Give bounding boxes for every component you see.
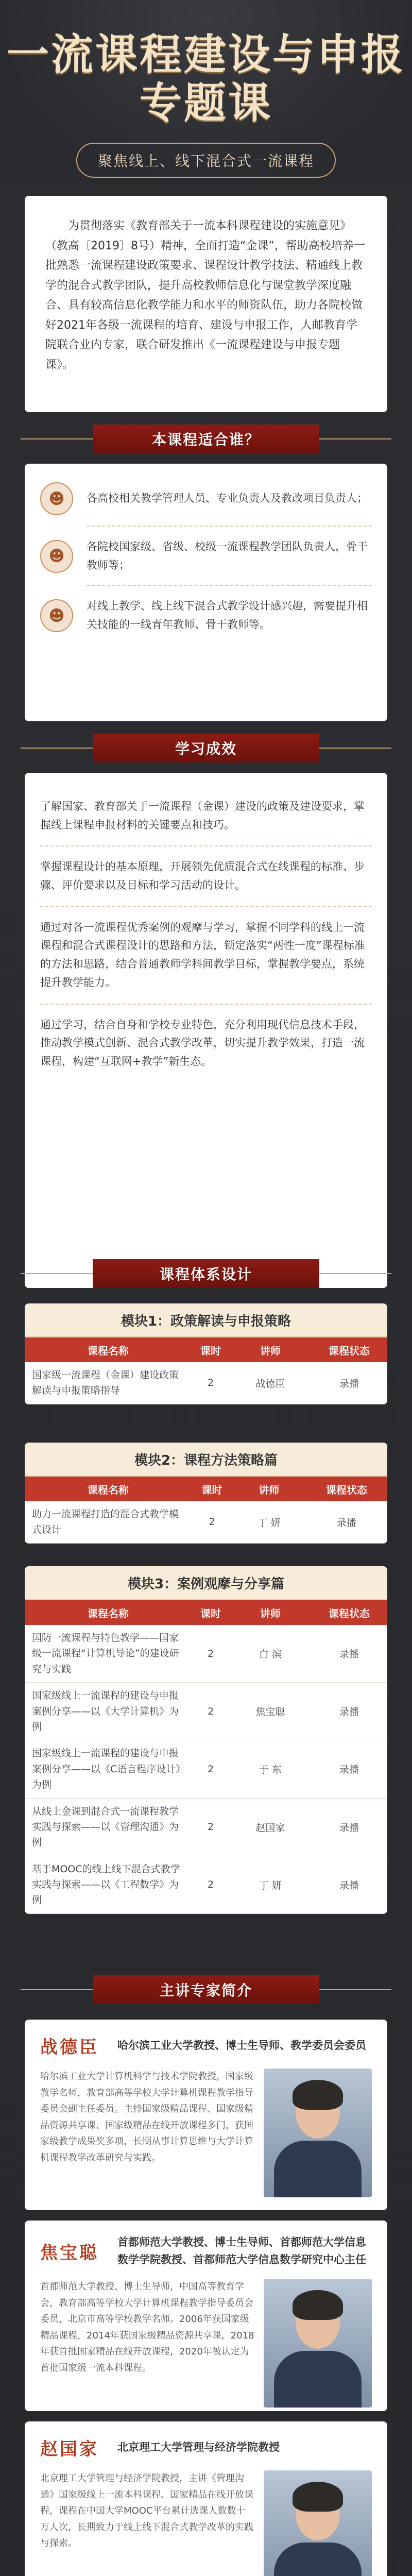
course-hours: 2 [192, 1501, 232, 1543]
section-header-system [0, 1257, 412, 1290]
audience-item [40, 538, 372, 574]
course-teacher: 于 东 [230, 1740, 311, 1798]
page-title [0, 31, 412, 128]
module-card-3 [25, 1566, 387, 1914]
expert-photo [264, 2069, 372, 2197]
expert-title: 北京理工大学管理与经济学院教授 [117, 2441, 280, 2453]
table-row [25, 1740, 387, 1798]
expert-header [40, 2435, 372, 2460]
divider [21, 1989, 93, 1990]
course-teacher: 丁 妍 [230, 1856, 311, 1913]
course-name: 助力一流课程打造的混合式教学模式设计 [25, 1501, 192, 1543]
audience-item [40, 482, 372, 515]
section-header-audience [0, 422, 412, 455]
divider [21, 748, 93, 749]
expert-body [40, 2470, 372, 2576]
section-title: 课程体系设计 [93, 1259, 319, 1288]
expert-header [40, 2234, 372, 2268]
expert-header [40, 2033, 372, 2058]
section-header-outcomes [0, 732, 412, 765]
col-teacher: 讲师 [230, 1600, 311, 1625]
col-teacher: 讲师 [232, 1477, 306, 1501]
divider [87, 526, 372, 527]
divider [21, 1273, 93, 1274]
table-row [25, 1683, 387, 1740]
module-table [25, 1337, 387, 1404]
course-hours: 2 [192, 1798, 230, 1856]
expert-photo [264, 2279, 372, 2408]
hero-banner [0, 0, 412, 185]
course-teacher: 丁 妍 [232, 1501, 306, 1543]
expert-desc: 哈尔滨工业大学计算机科学与技术学院教授，国家级教学名师，教育部高等学校大学计算机课程教学指导委员会副主任委员。主持国家级精品课程、国家级精品资源共享课、国家级精品在线开放课程多门，获国家级教学成果奖多项，长期从事计算思维与大学计算机课程教学改革研究与实践。 [40, 2071, 253, 2163]
expert-card [25, 2221, 387, 2411]
course-teacher: 焦宝聪 [230, 1683, 311, 1740]
course-name: 国防一流课程与特色教学——国家级一流课程“计算机导论”的建设研究与实践 [25, 1625, 192, 1683]
course-name: 国家级线上一流课程的建设与申报案例分享——以《大学计算机》为例 [25, 1683, 192, 1740]
col-status: 课程状态 [306, 1477, 387, 1501]
divider [319, 438, 391, 439]
col-name: 课程名称 [25, 1337, 192, 1362]
col-status: 课程状态 [311, 1600, 387, 1625]
table-row [25, 1798, 387, 1856]
course-status: 录播 [311, 1362, 387, 1404]
expert-name: 赵国家 [40, 2439, 99, 2460]
audience-text: 对线上教学、线上线下混合式教学设计感兴趣，需要提升相关技能的一线青年教师、骨干教师等。 [87, 600, 368, 631]
course-hours: 2 [192, 1683, 230, 1740]
divider [40, 906, 372, 907]
outcome-item: 掌握课程设计的基本原理，开展领先优质混合式在线课程的标准、步骤、评价要求以及目标和学习活动的设计。 [40, 860, 365, 892]
title-line1: 一流课程建设与申报 [6, 30, 405, 79]
col-teacher: 讲师 [230, 1337, 311, 1362]
course-name: 从线上金课到混合式一流课程教学实践与探索——以《管理沟通》为例 [25, 1798, 192, 1856]
course-teacher: 白 滨 [230, 1625, 311, 1683]
expert-title: 首都师范大学教授、博士生导师、首都师范大学信息数学学院教授、首都师范大学信息数学研究中心主任 [117, 2236, 366, 2266]
course-name: 国家级线上一流课程的建设与申报案例分享——以《C语言程序设计》为例 [25, 1740, 192, 1798]
col-hours: 课时 [192, 1337, 230, 1362]
col-hours: 课时 [192, 1600, 230, 1625]
module-table [25, 1600, 387, 1914]
outcome-item: 了解国家、教育部关于一流课程（金课）建设的政策及建设要求，掌握线上课程申报材料的关键要点和技巧。 [40, 800, 365, 831]
expert-body [40, 2279, 372, 2408]
course-status: 录播 [311, 1683, 387, 1740]
module-title: 模块3：案例观摩与分享篇 [25, 1566, 387, 1600]
audience-card [25, 464, 387, 721]
expert-name: 战德臣 [40, 2037, 99, 2058]
course-hours: 2 [192, 1856, 230, 1913]
col-status: 课程状态 [311, 1337, 387, 1362]
intro-card [25, 196, 387, 412]
course-name: 国家级一流课程（金课）建设政策解读与申报策略指导 [25, 1362, 192, 1404]
table-row [25, 1856, 387, 1913]
table-row [25, 1501, 387, 1543]
section-title: 本课程适合谁？ [93, 425, 319, 453]
module-table [25, 1477, 387, 1544]
course-status: 录播 [311, 1856, 387, 1913]
expert-card [25, 2421, 387, 2576]
divider [40, 845, 372, 846]
divider [87, 585, 372, 586]
course-teacher: 赵国家 [230, 1798, 311, 1856]
col-hours: 课时 [192, 1477, 232, 1501]
intro-text: 为贯彻落实《教育部关于一流本科课程建设的实施意见》（教高〔2019〕8号）精神，全面打造“金课”，帮助高校培养一批熟悉一流课程建设政策要求、课程设计教学技法、精通线上教学的混合式教学团队，提升高校教师信息化与课堂教学深度融合、具有较高信息化教学能力和水平的师资队伍，助力各院校做好2021年各级一流课程的培育、建设与申报工作，人邮教育学院联合业内专家，联合研发推出《一流课程建设与申报专题课》。 [45, 219, 365, 371]
outcome-item: 通过对各一流课程优秀案例的观摩与学习，掌握不同学科的线上一流课程和混合式课程设计的思路和方法，锁定落实“两性一度”课程标准的方法和思路，结合普通教师学科间教学目标，掌握教学要点，系统提升教学能力。 [40, 921, 365, 989]
section-title: 学习成效 [93, 734, 319, 762]
course-status: 录播 [311, 1625, 387, 1683]
col-name: 课程名称 [25, 1600, 192, 1625]
expert-desc: 首都师范大学教授、博士生导师，中国高等教育学会，教育部高等学校大学计算机课程教学指导委员会委员，北京市高等学校教学名师。2006年获国家级精品课程，2014年获国家级精品资源共享课，2018年获首批国家精品在线开放课程，2020年被认定为首批国家级一流本科课程。 [40, 2281, 254, 2374]
course-hours: 2 [192, 1362, 230, 1404]
person-icon: ☻ [40, 482, 73, 515]
title-line2: 专题课 [139, 79, 272, 128]
expert-name: 焦宝聪 [40, 2243, 99, 2264]
divider [319, 1989, 391, 1990]
course-status: 录播 [311, 1740, 387, 1798]
divider [21, 438, 93, 439]
outcomes-card [25, 773, 387, 1288]
course-hours: 2 [192, 1740, 230, 1798]
audience-text: 各高校相关教学管理人员、专业负责人及教改项目负责人； [87, 492, 368, 505]
divider [319, 1273, 391, 1274]
module-card-2 [25, 1443, 387, 1544]
course-status: 录播 [311, 1798, 387, 1856]
person-icon: ☻ [40, 599, 73, 632]
section-title: 主讲专家简介 [93, 1975, 319, 2004]
course-hours: 2 [192, 1625, 230, 1683]
audience-text: 各院校国家级、省级、校级一流课程教学团队负责人，骨干教师等； [87, 540, 368, 571]
module-card-1 [25, 1303, 387, 1404]
expert-desc: 北京理工大学管理与经济学院教授，主讲《管理沟通》国家级线上一流本科课程、国家精品在线开放课程，课程在中国大学MOOC平台累计选课人数数十万人次，长期致力于线上线下混合式教学改革的实践与探索。 [40, 2473, 253, 2549]
section-header-experts [0, 1973, 412, 2006]
course-status: 录播 [306, 1501, 387, 1543]
module-title: 模块2：课程方法策略篇 [25, 1443, 387, 1477]
expert-photo [264, 2470, 372, 2576]
expert-body [40, 2069, 372, 2197]
module-title: 模块1：政策解读与申报策略 [25, 1303, 387, 1337]
col-name: 课程名称 [25, 1477, 192, 1501]
expert-card [25, 2020, 387, 2210]
expert-title: 哈尔滨工业大学教授、博士生导师、教学委员会委员 [117, 2039, 366, 2052]
page-subtitle: 聚焦线上、线下混合式一流课程 [76, 143, 336, 178]
course-teacher: 战德臣 [230, 1362, 311, 1404]
table-row [25, 1625, 387, 1683]
divider [319, 748, 391, 749]
outcome-item: 通过学习，结合自身和学校专业特色，充分利用现代信息技术手段，推动教学模式创新、混合式教学改革，切实提升教学效果，打造一流课程，构建“互联网+教学”新生态。 [40, 1018, 365, 1067]
course-name: 基于MOOC的线上线下混合式教学实践与探索——以《工程数学》为例 [25, 1856, 192, 1913]
table-header-row [25, 1337, 387, 1362]
table-header-row [25, 1477, 387, 1501]
table-header-row [25, 1600, 387, 1625]
person-icon: ☻ [40, 540, 73, 573]
audience-item [40, 597, 372, 634]
table-row [25, 1362, 387, 1404]
divider [40, 1004, 372, 1005]
